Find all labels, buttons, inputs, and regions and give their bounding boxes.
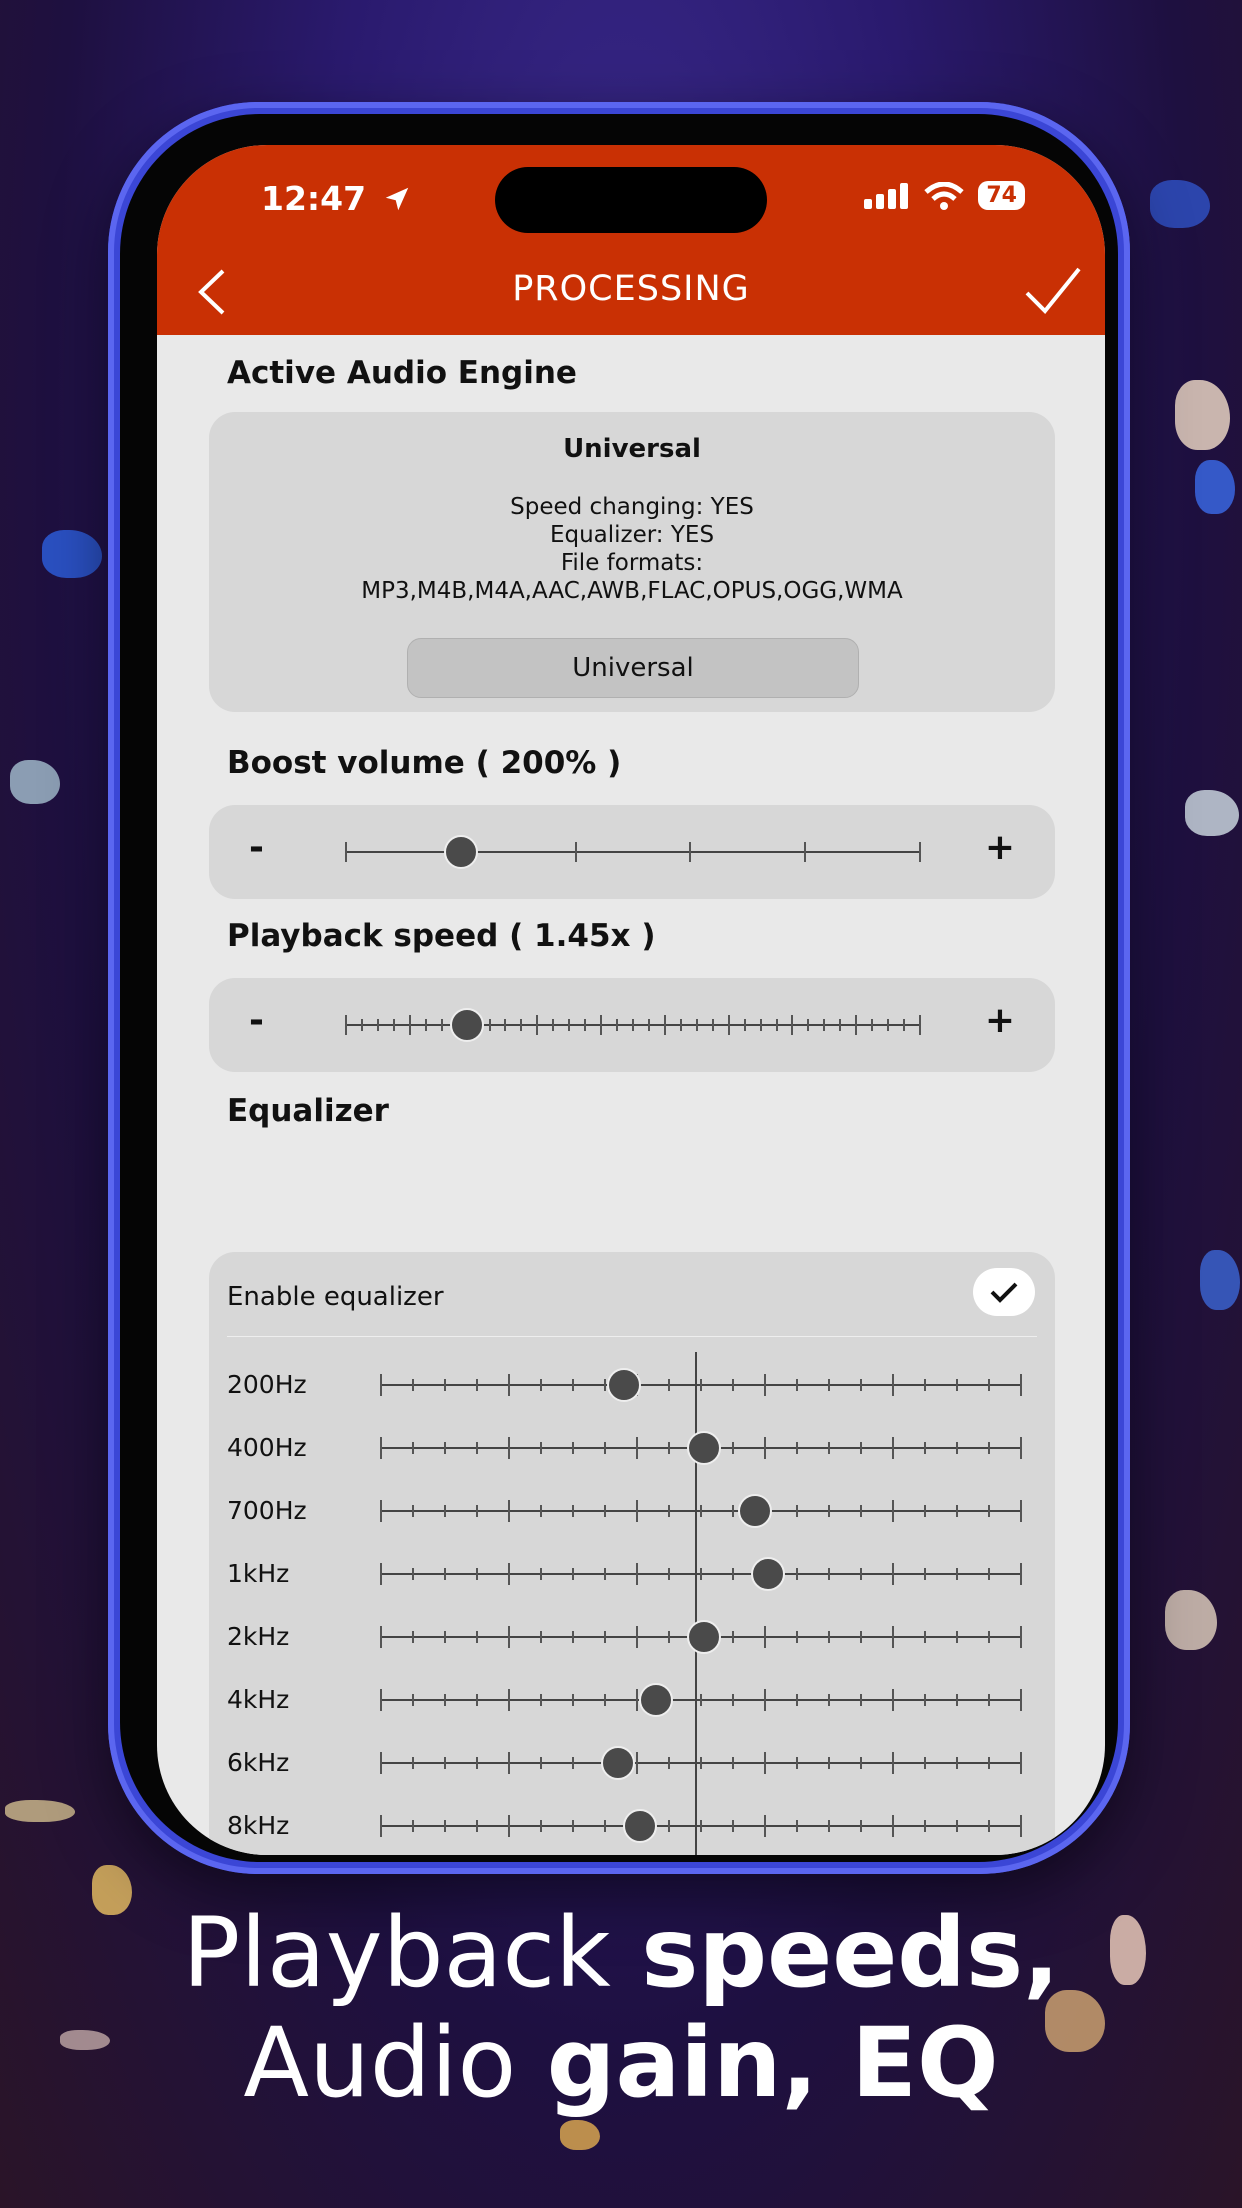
equalizer-band-tick [508, 1815, 510, 1837]
slider-tick [804, 842, 806, 862]
equalizer-band-label: 1kHz [227, 1559, 290, 1588]
slider-tick [871, 1019, 873, 1031]
equalizer-band-tick [700, 1694, 702, 1706]
engine-equalizer: Equalizer: YES [549, 522, 715, 548]
equalizer-band-tick [892, 1437, 894, 1459]
equalizer-band-tick [604, 1820, 606, 1832]
equalizer-band-tick [828, 1694, 830, 1706]
slider-tick [345, 842, 347, 862]
location-arrow-icon [382, 184, 412, 214]
equalizer-band-tick [668, 1820, 670, 1832]
equalizer-band-tick [700, 1757, 702, 1769]
equalizer-band-tick [956, 1505, 958, 1517]
equalizer-band-label: 700Hz [227, 1496, 307, 1525]
equalizer-band-tick [380, 1500, 382, 1522]
equalizer-band-tick [892, 1626, 894, 1648]
equalizer-band-tick [476, 1442, 478, 1454]
equalizer-band-tick [604, 1631, 606, 1643]
equalizer-band-tick [668, 1631, 670, 1643]
page-title: PROCESSING [512, 269, 750, 309]
equalizer-band-thumb[interactable] [687, 1431, 721, 1465]
equalizer-band-tick [380, 1626, 382, 1648]
equalizer-band-tick [924, 1820, 926, 1832]
equalizer-band-tick [444, 1442, 446, 1454]
equalizer-band-tick [444, 1505, 446, 1517]
equalizer-band-tick [1020, 1689, 1022, 1711]
equalizer-band-tick [796, 1379, 798, 1391]
equalizer-band-tick [476, 1379, 478, 1391]
equalizer-band-tick [508, 1626, 510, 1648]
wifi-icon [924, 182, 964, 210]
equalizer-band-row [209, 1805, 1055, 1845]
equalizer-band-tick [732, 1694, 734, 1706]
equalizer-band-tick [636, 1437, 638, 1459]
equalizer-band-tick [988, 1694, 990, 1706]
equalizer-band-tick [572, 1694, 574, 1706]
equalizer-band-tick [540, 1505, 542, 1517]
equalizer-band-tick [604, 1505, 606, 1517]
equalizer-band-row [209, 1553, 1055, 1593]
slider-track [346, 851, 920, 853]
slider-tick [345, 1015, 347, 1035]
equalizer-band-thumb[interactable] [738, 1494, 772, 1528]
status-time-text: 12:47 [261, 179, 367, 218]
equalizer-band-tick [764, 1626, 766, 1648]
slider-tick [648, 1019, 650, 1031]
equalizer-band-tick [892, 1500, 894, 1522]
slider-tick [689, 842, 691, 862]
equalizer-band-tick [604, 1379, 606, 1391]
slider-tick [696, 1019, 698, 1031]
equalizer-band-tick [444, 1694, 446, 1706]
equalizer-band-row [209, 1679, 1055, 1719]
equalizer-band-tick [764, 1437, 766, 1459]
slider-tick [919, 1015, 921, 1035]
equalizer-band-tick [412, 1442, 414, 1454]
equalizer-band-tick [1020, 1626, 1022, 1648]
slider-tick [760, 1019, 762, 1031]
equalizer-band-tick [732, 1505, 734, 1517]
equalizer-band-tick [572, 1568, 574, 1580]
equalizer-band-tick [764, 1689, 766, 1711]
slider-tick [568, 1019, 570, 1031]
equalizer-band-tick [508, 1500, 510, 1522]
equalizer-band-tick [732, 1631, 734, 1643]
equalizer-band-tick [924, 1694, 926, 1706]
equalizer-band-tick [508, 1752, 510, 1774]
equalizer-band-tick [988, 1820, 990, 1832]
equalizer-band-thumb[interactable] [601, 1746, 635, 1780]
equalizer-band-tick [572, 1505, 574, 1517]
equalizer-band-tick [892, 1374, 894, 1396]
equalizer-band-tick [636, 1626, 638, 1648]
equalizer-band-tick [380, 1563, 382, 1585]
caption-line-1-regular: Playback [182, 1897, 642, 2009]
equalizer-band-tick [892, 1689, 894, 1711]
equalizer-band-tick [412, 1568, 414, 1580]
equalizer-band-label: 8kHz [227, 1811, 290, 1840]
equalizer-band-tick [796, 1757, 798, 1769]
slider-tick [584, 1019, 586, 1031]
equalizer-band-label: 6kHz [227, 1748, 290, 1777]
equalizer-band-tick [1020, 1437, 1022, 1459]
slider-tick [616, 1019, 618, 1031]
equalizer-band-tick [476, 1694, 478, 1706]
slider-tick [744, 1019, 746, 1031]
equalizer-band-tick [476, 1568, 478, 1580]
slider-tick [887, 1019, 889, 1031]
slider-tick [680, 1019, 682, 1031]
equalizer-band-tick [828, 1631, 830, 1643]
equalizer-band-tick [892, 1815, 894, 1837]
slider-tick [823, 1019, 825, 1031]
app-screen [157, 145, 1105, 1855]
equalizer-divider-top [227, 1336, 1037, 1337]
equalizer-band-tick [572, 1631, 574, 1643]
equalizer-band-tick [924, 1568, 926, 1580]
slider-tick [377, 1019, 379, 1031]
equalizer-band-tick [572, 1379, 574, 1391]
equalizer-band-tick [380, 1689, 382, 1711]
equalizer-band-tick [764, 1752, 766, 1774]
dynamic-island [495, 167, 767, 233]
equalizer-band-tick [572, 1442, 574, 1454]
equalizer-band-row [209, 1490, 1055, 1530]
equalizer-band-tick [508, 1689, 510, 1711]
equalizer-band-tick [1020, 1374, 1022, 1396]
checkmark-icon [973, 1268, 1035, 1316]
boost-card [209, 805, 1055, 899]
slider-tick [409, 1015, 411, 1035]
equalizer-band-tick [828, 1820, 830, 1832]
equalizer-band-tick [988, 1631, 990, 1643]
slider-tick [807, 1019, 809, 1031]
slider-tick [536, 1015, 538, 1035]
equalizer-band-label: 2kHz [227, 1622, 290, 1651]
equalizer-band-label: 4kHz [227, 1685, 290, 1714]
slider-tick [520, 1019, 522, 1031]
equalizer-band-tick [732, 1379, 734, 1391]
equalizer-band-tick [988, 1568, 990, 1580]
status-indicators [864, 181, 1025, 210]
equalizer-band-tick [668, 1379, 670, 1391]
equalizer-band-tick [764, 1815, 766, 1837]
equalizer-band-tick [540, 1694, 542, 1706]
equalizer-band-row [209, 1742, 1055, 1782]
equalizer-band-tick [892, 1752, 894, 1774]
equalizer-band-thumb[interactable] [639, 1683, 673, 1717]
equalizer-band-tick [796, 1442, 798, 1454]
phone-frame [108, 102, 1130, 1874]
equalizer-band-tick [412, 1631, 414, 1643]
equalizer-band-tick [860, 1820, 862, 1832]
slider-tick [393, 1019, 395, 1031]
slider-tick [712, 1019, 714, 1031]
equalizer-band-row [209, 1427, 1055, 1467]
engine-card [209, 412, 1055, 712]
boost-minus-button[interactable]: - [249, 827, 264, 868]
slider-thumb[interactable] [450, 1008, 484, 1042]
equalizer-band-tick [860, 1379, 862, 1391]
speed-section-title: Playback speed ( 1.45x ) [227, 918, 656, 954]
equalizer-band-tick [572, 1757, 574, 1769]
equalizer-band-tick [732, 1820, 734, 1832]
slider-tick [791, 1015, 793, 1035]
equalizer-band-tick [828, 1505, 830, 1517]
equalizer-band-tick [892, 1563, 894, 1585]
signal-icon [864, 183, 910, 209]
equalizer-band-tick [732, 1757, 734, 1769]
equalizer-band-tick [796, 1568, 798, 1580]
equalizer-band-tick [956, 1757, 958, 1769]
equalizer-band-tick [956, 1442, 958, 1454]
slider-tick [776, 1019, 778, 1031]
equalizer-band-tick [924, 1379, 926, 1391]
slider-tick [504, 1019, 506, 1031]
equalizer-band-tick [1020, 1563, 1022, 1585]
equalizer-band-tick [700, 1568, 702, 1580]
equalizer-band-tick [732, 1442, 734, 1454]
slider-tick [903, 1019, 905, 1031]
equalizer-band-tick [988, 1379, 990, 1391]
equalizer-band-tick [956, 1568, 958, 1580]
equalizer-band-tick [828, 1442, 830, 1454]
equalizer-band-thumb[interactable] [623, 1809, 657, 1843]
equalizer-band-tick [732, 1568, 734, 1580]
engine-file-formats: MP3,M4B,M4A,AAC,AWB,FLAC,OPUS,OGG,WMA [361, 578, 903, 604]
equalizer-section-title: Equalizer [227, 1093, 389, 1129]
app-header [157, 145, 1105, 335]
engine-section-title: Active Audio Engine [227, 355, 577, 391]
caption-line-2 [0, 2007, 1242, 2119]
equalizer-band-tick [1020, 1500, 1022, 1522]
equalizer-band-tick [444, 1757, 446, 1769]
engine-name: Universal [563, 434, 701, 464]
equalizer-band-tick [988, 1505, 990, 1517]
equalizer-band-tick [380, 1752, 382, 1774]
caption-line-1 [0, 1897, 1242, 2009]
enable-equalizer-label: Enable equalizer [227, 1282, 444, 1312]
equalizer-band-tick [668, 1442, 670, 1454]
equalizer-band-tick [380, 1815, 382, 1837]
speed-card [209, 978, 1055, 1072]
equalizer-band-tick [700, 1820, 702, 1832]
slider-tick [489, 1019, 491, 1031]
equalizer-band-tick [476, 1820, 478, 1832]
equalizer-band-tick [412, 1820, 414, 1832]
equalizer-band-tick [860, 1631, 862, 1643]
equalizer-band-tick [412, 1694, 414, 1706]
caption-line-2-regular: Audio [243, 2007, 547, 2119]
equalizer-band-tick [956, 1379, 958, 1391]
engine-speed-changing: Speed changing: YES [510, 494, 754, 520]
equalizer-band-tick [476, 1631, 478, 1643]
equalizer-band-tick [412, 1757, 414, 1769]
equalizer-band-row [209, 1364, 1055, 1404]
equalizer-band-tick [860, 1757, 862, 1769]
slider-tick [552, 1019, 554, 1031]
equalizer-band-tick [412, 1379, 414, 1391]
engine-select-button[interactable]: Universal [407, 638, 859, 698]
equalizer-band-tick [540, 1568, 542, 1580]
equalizer-band-tick [636, 1563, 638, 1585]
equalizer-band-tick [540, 1757, 542, 1769]
equalizer-band-label: 400Hz [227, 1433, 307, 1462]
equalizer-band-tick [828, 1757, 830, 1769]
battery-indicator: 74 [978, 181, 1025, 210]
slider-tick [664, 1015, 666, 1035]
equalizer-band-tick [828, 1568, 830, 1580]
slider-thumb[interactable] [444, 835, 478, 869]
slider-tick [600, 1015, 602, 1035]
equalizer-band-tick [860, 1505, 862, 1517]
equalizer-band-tick [508, 1563, 510, 1585]
equalizer-band-tick [796, 1694, 798, 1706]
equalizer-band-tick [924, 1631, 926, 1643]
equalizer-band-tick [860, 1568, 862, 1580]
equalizer-band-tick [636, 1500, 638, 1522]
equalizer-band-row [209, 1616, 1055, 1656]
equalizer-band-tick [476, 1505, 478, 1517]
equalizer-band-tick [796, 1820, 798, 1832]
equalizer-band-tick [700, 1379, 702, 1391]
equalizer-band-tick [380, 1437, 382, 1459]
equalizer-band-tick [476, 1757, 478, 1769]
slider-tick [361, 1019, 363, 1031]
equalizer-band-tick [700, 1505, 702, 1517]
equalizer-band-tick [764, 1374, 766, 1396]
equalizer-band-tick [924, 1442, 926, 1454]
boost-section-title: Boost volume ( 200% ) [227, 745, 622, 781]
boost-plus-button[interactable]: + [984, 827, 1015, 868]
caption-line-1-bold: speeds, [641, 1897, 1060, 2009]
equalizer-band-tick [444, 1820, 446, 1832]
slider-tick [575, 842, 577, 862]
equalizer-band-tick [796, 1505, 798, 1517]
equalizer-band-tick [508, 1437, 510, 1459]
phone-bezel [120, 114, 1118, 1862]
slider-tick [919, 842, 921, 862]
equalizer-band-tick [412, 1505, 414, 1517]
equalizer-band-tick [604, 1694, 606, 1706]
equalizer-band-tick [604, 1442, 606, 1454]
equalizer-band-label: 200Hz [227, 1370, 307, 1399]
equalizer-band-thumb[interactable] [751, 1557, 785, 1591]
caption-line-2-bold: gain, EQ [546, 2007, 999, 2119]
slider-tick [632, 1019, 634, 1031]
speed-plus-button[interactable]: + [984, 1000, 1015, 1041]
slider-tick [728, 1015, 730, 1035]
equalizer-band-tick [540, 1631, 542, 1643]
equalizer-band-tick [668, 1757, 670, 1769]
slider-tick [425, 1019, 427, 1031]
slider-tick [441, 1019, 443, 1031]
equalizer-band-tick [668, 1568, 670, 1580]
equalizer-band-tick [956, 1820, 958, 1832]
equalizer-band-tick [636, 1752, 638, 1774]
equalizer-band-tick [668, 1505, 670, 1517]
equalizer-band-tick [988, 1757, 990, 1769]
equalizer-band-tick [540, 1379, 542, 1391]
equalizer-band-thumb[interactable] [607, 1368, 641, 1402]
status-time [261, 179, 412, 218]
enable-equalizer-toggle[interactable] [973, 1268, 1035, 1316]
equalizer-band-tick [572, 1820, 574, 1832]
equalizer-card [209, 1252, 1055, 1855]
equalizer-band-tick [540, 1820, 542, 1832]
equalizer-band-tick [380, 1374, 382, 1396]
equalizer-band-tick [1020, 1752, 1022, 1774]
slider-tick [839, 1019, 841, 1031]
equalizer-band-tick [860, 1442, 862, 1454]
speed-minus-button[interactable]: - [249, 1000, 264, 1041]
equalizer-band-tick [924, 1505, 926, 1517]
slider-tick [855, 1015, 857, 1035]
equalizer-band-tick [1020, 1815, 1022, 1837]
equalizer-band-tick [988, 1442, 990, 1454]
equalizer-band-tick [444, 1631, 446, 1643]
equalizer-band-tick [444, 1568, 446, 1580]
equalizer-band-tick [828, 1379, 830, 1391]
equalizer-band-tick [796, 1631, 798, 1643]
equalizer-band-tick [860, 1694, 862, 1706]
engine-file-formats-label: File formats: [560, 550, 704, 576]
checkmark-icon[interactable] [1023, 263, 1083, 319]
equalizer-band-thumb[interactable] [687, 1620, 721, 1654]
equalizer-band-tick [604, 1568, 606, 1580]
equalizer-band-tick [444, 1379, 446, 1391]
equalizer-band-tick [956, 1694, 958, 1706]
equalizer-band-tick [540, 1442, 542, 1454]
equalizer-band-tick [636, 1689, 638, 1711]
equalizer-band-tick [956, 1631, 958, 1643]
equalizer-band-tick [508, 1374, 510, 1396]
equalizer-band-tick [924, 1757, 926, 1769]
